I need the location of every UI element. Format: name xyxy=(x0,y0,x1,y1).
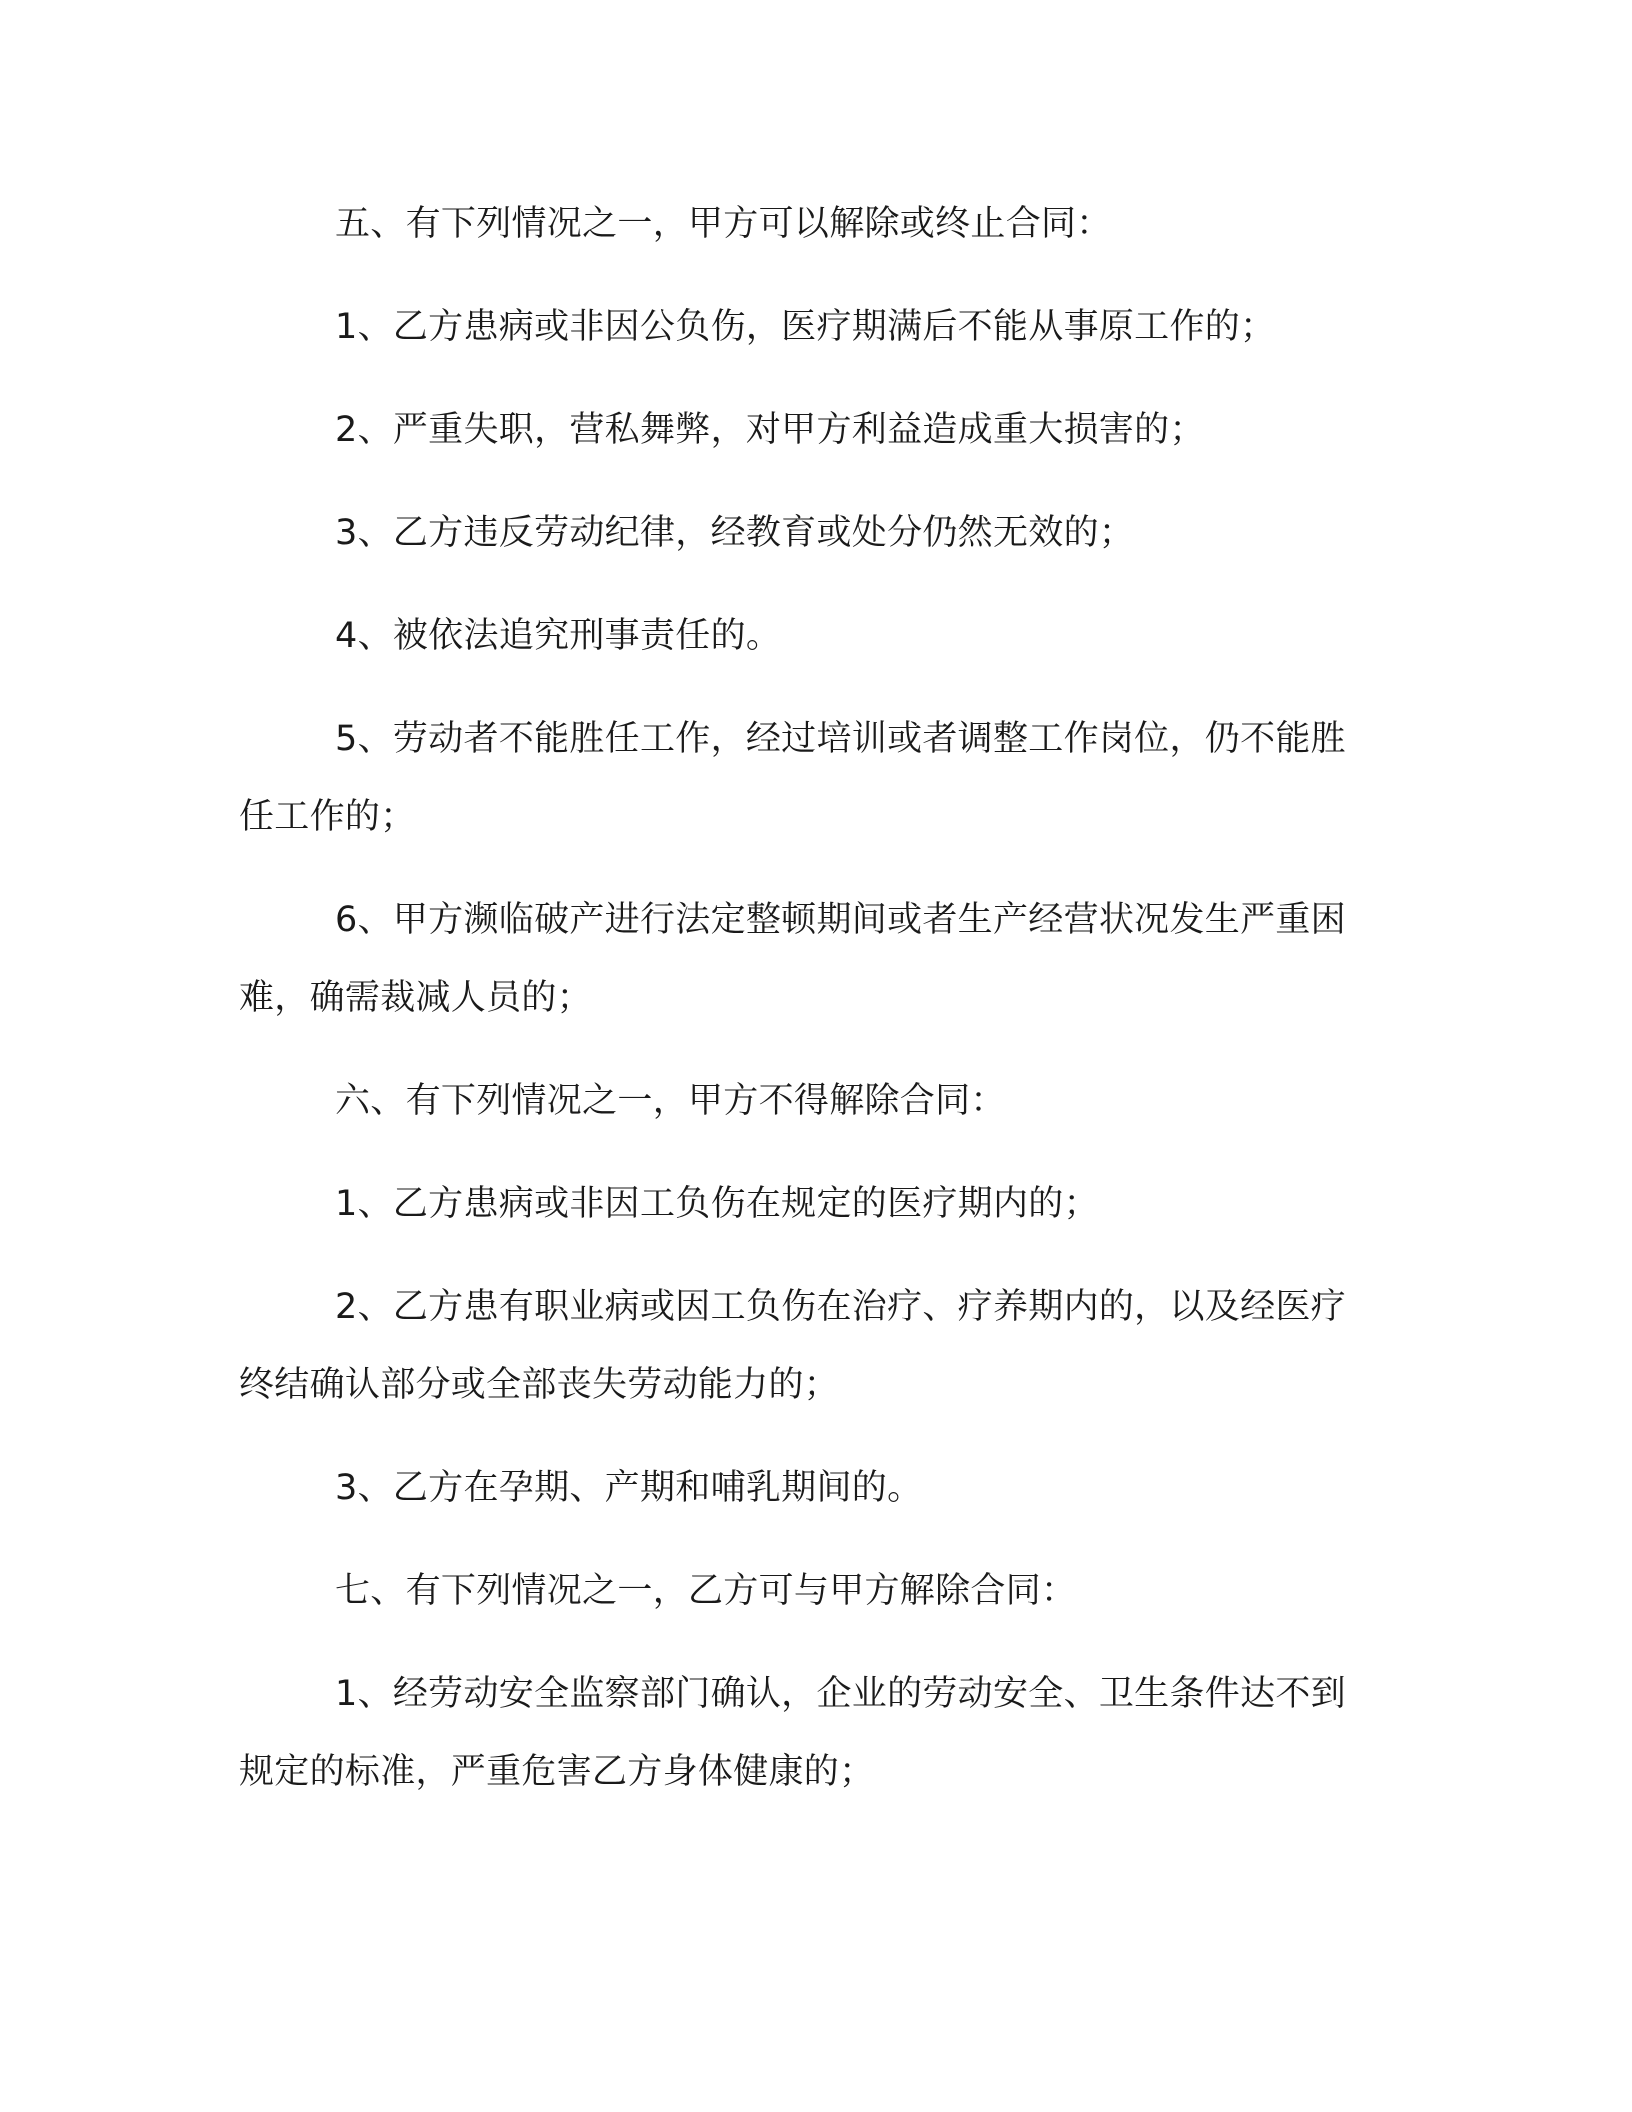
clause-6-item-2: 2、乙方患有职业病或因工负伤在治疗、疗养期内的，以及经医疗终结确认部分或全部丧失劳动能力的； xyxy=(239,1287,1346,1405)
clause-7-heading: 七、有下列情况之一，乙方可与甲方解除合同： xyxy=(335,1571,1077,1611)
clause-6-heading: 六、有下列情况之一，甲方不得解除合同： xyxy=(335,1081,1006,1121)
clause-5-item-2: 2、严重失职，营私舞弊，对甲方利益造成重大损害的； xyxy=(335,410,1205,450)
clause-6-item-3: 3、乙方在孕期、产期和哺乳期间的。 xyxy=(335,1468,923,1508)
clause-5-heading: 五、有下列情况之一，甲方可以解除或终止合同： xyxy=(335,204,1112,244)
clause-5-item-5: 5、劳动者不能胜任工作，经过培训或者调整工作岗位，仍不能胜任工作的； xyxy=(239,719,1346,837)
document-body xyxy=(239,185,1359,1836)
clause-7-item-1: 1、经劳动安全监察部门确认，企业的劳动安全、卫生条件达不到规定的标准，严重危害乙方身体健康的； xyxy=(239,1674,1346,1792)
clause-5-item-3: 3、乙方违反劳动纪律，经教育或处分仍然无效的； xyxy=(335,513,1135,553)
clause-5-item-6: 6、甲方濒临破产进行法定整顿期间或者生产经营状况发生严重困难，确需裁减人员的； xyxy=(239,900,1346,1018)
clause-5-item-1: 1、乙方患病或非因公负伤，医疗期满后不能从事原工作的； xyxy=(335,307,1276,347)
clause-5-item-4: 4、被依法追究刑事责任的。 xyxy=(335,616,782,656)
clause-6-item-1: 1、乙方患病或非因工负伤在规定的医疗期内的； xyxy=(335,1184,1099,1224)
